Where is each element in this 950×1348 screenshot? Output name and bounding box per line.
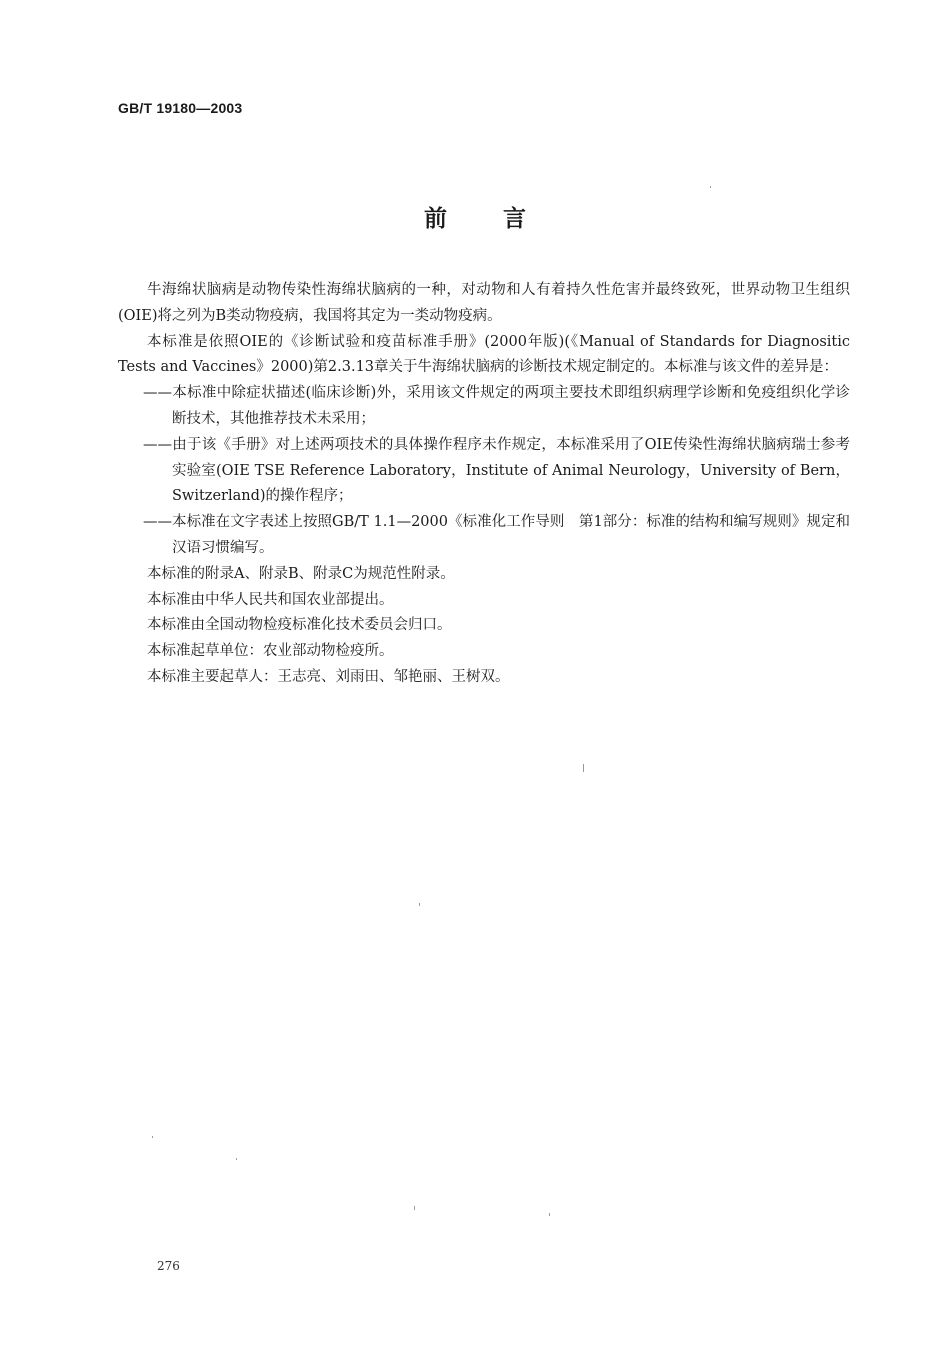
difference-item: ——由于该《手册》对上述两项技术的具体操作程序未作规定，本标准采用了OIE传染性海绵状脑病瑞士参考实验室(OIE TSE Reference Laboratory，Institute of Animal Neurology，University of Bern，Switzerland)的操作程序；: [143, 436, 850, 505]
scan-speck: [549, 1213, 550, 1216]
difference-item: ——本标准在文字表述上按照GB/T 1.1—2000《标准化工作导则 第1部分：标准的结构和编写规则》规定和汉语习惯编写。: [143, 514, 850, 556]
scan-speck: [414, 1206, 415, 1210]
standard-code: GB/T 19180—2003: [118, 100, 243, 116]
page-title: 前言: [424, 205, 582, 232]
statement-drafting-unit: 本标准起草单位：农业部动物检疫所。: [147, 643, 394, 660]
scan-speck: [710, 186, 711, 188]
page-number: 276: [157, 1259, 180, 1273]
scan-speck: [236, 1158, 237, 1160]
paragraph-intro: 牛海绵状脑病是动物传染性海绵状脑病的一种，对动物和人有着持久性危害并最终致死，世界动物卫生组织(OIE)将之列为B类动物疫病，我国将其定为一类动物疫病。: [118, 282, 850, 324]
scan-speck: [152, 1136, 153, 1138]
statement-appendix: 本标准的附录A、附录B、附录C为规范性附录。: [147, 565, 455, 582]
scan-speck: [419, 903, 420, 906]
paragraph-basis: 本标准是依照OIE的《诊断试验和疫苗标准手册》(2000年版)(《Manual of Standards for Diagnositic Tests and Vaccines》2000)第2.3.13章关于牛海绵状脑病的诊断技术规定制定的。本标准与该文件的差异是：: [118, 333, 850, 376]
statement-drafters: 本标准主要起草人：王志亮、刘雨田、邹艳丽、王树双。: [147, 668, 510, 685]
statement-proposer: 本标准由中华人民共和国农业部提出。: [147, 591, 394, 608]
scan-speck: [583, 764, 584, 772]
difference-item: ——本标准中除症状描述(临床诊断)外，采用该文件规定的两项主要技术即组织病理学诊断和免疫组织化学诊断技术，其他推荐技术未采用；: [143, 385, 850, 427]
statement-committee: 本标准由全国动物检疫标准化技术委员会归口。: [147, 617, 452, 634]
foreword-body: [118, 278, 850, 691]
